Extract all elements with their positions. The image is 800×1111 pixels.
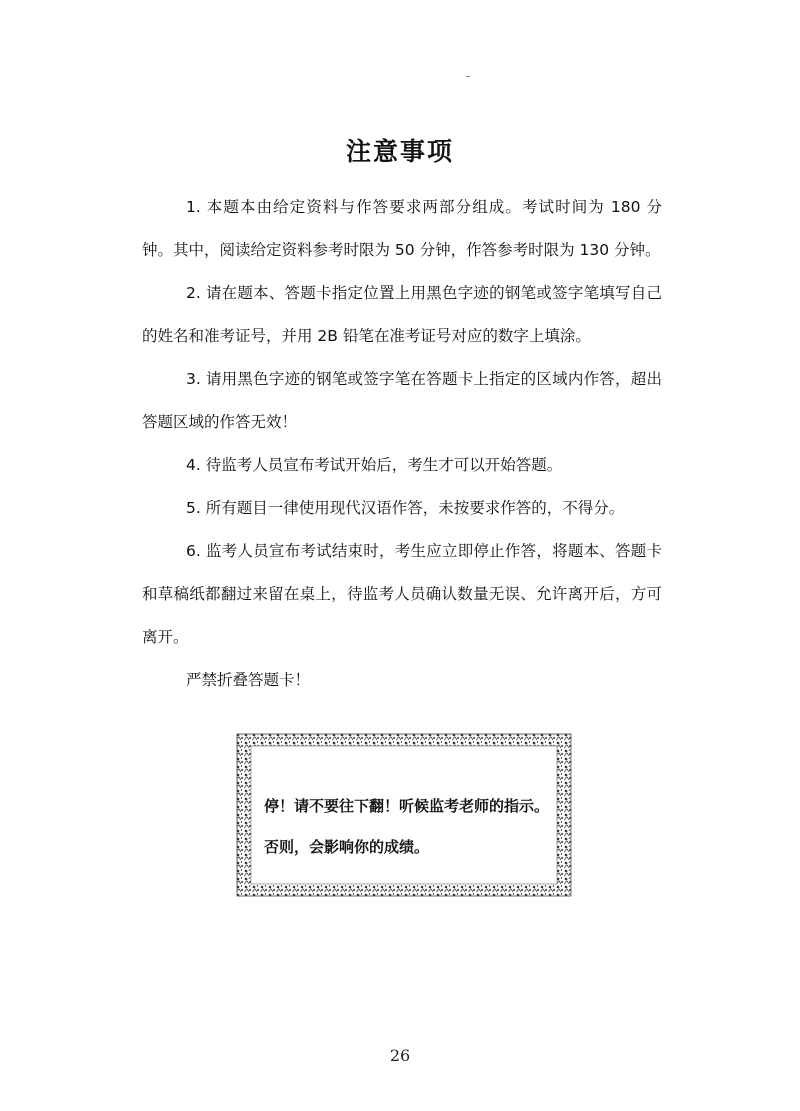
stop-notice-box [236, 733, 572, 897]
stop-instruction: 停！请不要往下翻！听候监考老师的指示。 [264, 797, 550, 815]
notice-item-6: 6. 监考人员宣布考试结束时，考生应立即停止作答，将题本、答题卡和草稿纸都翻过来留在桌上，待监考人员确认数量无误、允许离开后，方可离开。 [142, 542, 662, 646]
notice-item-5: 5. 所有题目一律使用现代汉语作答，未按要求作答的，不得分。 [186, 499, 625, 517]
notice-list [142, 186, 662, 702]
stop-consequence: 否则，会影响你的成绩。 [264, 838, 430, 856]
page-number: 26 [389, 1046, 411, 1065]
notice-item-4: 4. 待监考人员宣布考试开始后，考生才可以开始答题。 [186, 456, 563, 474]
notice-item-2: 2. 请在题本、答题卡指定位置上用黑色字迹的钢笔或签字笔填写自己的姓名和准考证号，并用 2B 铅笔在准考证号对应的数字上填涂。 [142, 284, 662, 345]
page-mark [466, 76, 470, 77]
notice-item-1: 1. 本题本由给定资料与作答要求两部分组成。考试时间为 180 分钟。其中，阅读给定资料参考时限为 50 分钟，作答参考时限为 130 分钟。 [142, 198, 662, 259]
page-title: 注意事项 [345, 137, 454, 166]
fold-warning: 严禁折叠答题卡！ [186, 671, 311, 689]
notice-item-3: 3. 请用黑色字迹的钢笔或签字笔在答题卡上指定的区域内作答，超出答题区域的作答无效！ [142, 370, 662, 431]
